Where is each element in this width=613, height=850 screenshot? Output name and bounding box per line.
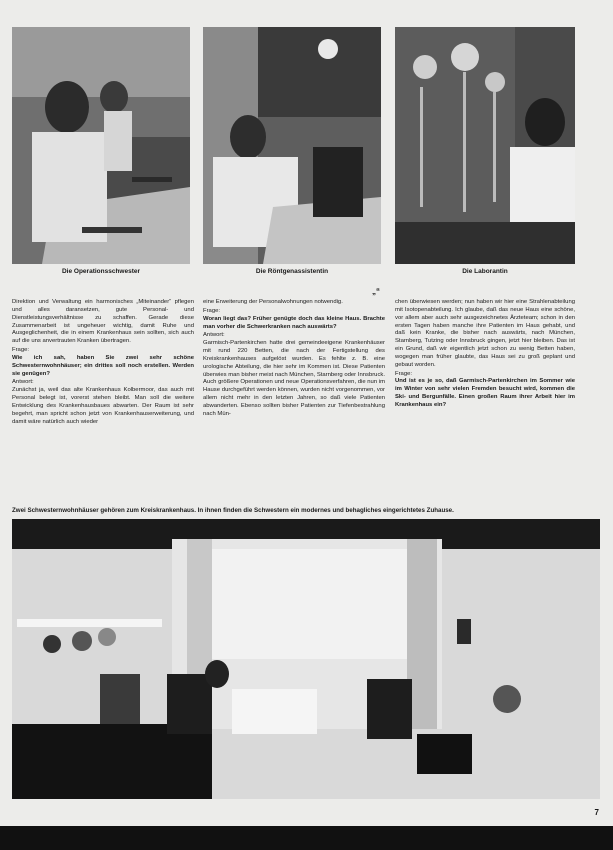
photo-nurses-room-image xyxy=(12,519,600,799)
middle-paragraph-1: eine Erweiterung der Personalwohnungen notwendig. xyxy=(203,299,343,305)
page-number: 7 xyxy=(594,808,599,817)
photo-operating-nurse xyxy=(12,27,190,264)
caption-operating-nurse: Die Operationsschwester xyxy=(61,268,141,275)
photo-nurses-room xyxy=(12,519,600,799)
left-label-answer: Antwort: xyxy=(12,379,34,386)
photo-xray-assistant-image xyxy=(203,27,381,264)
middle-question: Woran liegt das? Früher genügte doch das kleine Haus. Brachte man vorher die Schwerkranken nach auswärts? xyxy=(203,315,385,330)
left-answer: Zunächst ja, weil das alte Krankenhaus Kolbermoor, das auch mit Personal belegt ist, vorerst stehen bleibt. Man soll die weitere Entwicklung des Krankenhausbaues abwarten. Der Raum ist sehr begehrt, man spricht schon jetzt von Krankenhauserweiterung, und damit wäre natürlich auch wieder xyxy=(12,387,194,425)
caption-xray-assistant: Die Röntgenassistentin xyxy=(255,268,329,275)
photo-operating-nurse-image xyxy=(12,27,190,264)
bottom-bar xyxy=(0,826,613,850)
right-question: Und ist es je so, daß Garmisch-Partenkirchen im Sommer wie im Winter von sehr vielen Fremden besucht wird, kommen die Ski- und Bergunfälle. Einen großen Raum ihrer Arbeit hier im Krankenhaus ein? xyxy=(395,378,575,408)
caption-nurses-residence: Zwei Schwesternwohnhäuser gehören zum Kreiskrankenhaus. In ihnen finden die Schwestern ein modernes und behagliches eingerichtetes Zuhause. xyxy=(12,507,454,514)
photo-lab-technician-image xyxy=(395,27,575,264)
text-column-left xyxy=(12,299,194,495)
left-paragraph-1: Direktion und Verwaltung ein harmonisches „Miteinander“ pflegen und alles daransetzen, gute Personal- und Dienstleistungsverhältnisse zu schaffen. Gerade diese Zusammenarbeit ist ungeheuer wichtig, damit Ruhe und Ausgeglichenheit, die in einem Krankenhaus sein sollten, sich auch auf die uns anvertrauten Kranken übertragen. xyxy=(12,299,194,345)
text-column-right xyxy=(395,299,575,495)
left-label-question: Frage: xyxy=(12,347,30,354)
left-question: Wie ich sah, haben Sie zwei sehr schöne Schwesternwohnhäuser; ein drittes soll noch erstellen. Werden sie genügen? xyxy=(12,354,194,377)
photo-lab-technician xyxy=(395,27,575,264)
middle-label-question: Frage: xyxy=(203,307,221,314)
right-label-question: Frage: xyxy=(395,370,413,377)
middle-label-answer: Antwort: xyxy=(203,332,225,339)
caption-lab-technician: Die Laborantin xyxy=(462,268,508,275)
photo-xray-assistant xyxy=(203,27,381,264)
middle-answer: Garmisch-Partenkirchen hatte drei gemeindeeigene Krankenhäuser mit rund 220 Betten, die nach der Fertigstellung des Kreiskrankenhauses aufgelöst wurden. Es fehlte z. B. eine urologische Abteilung, die hier sehr im Kommen ist. Diese Patienten überwies man bisher meist nach München, Starnberg oder Innsbruck. Auch größere Operationen und neue Operationsverfahren, die nun im Hause durchgeführt werden können, wurden nicht vorgenommen, vor allem nicht mehr in den letzten Jahren, so daß viele Patienten abwanderten. Ebenso sollten bisher Patienten zur Tiefenbestrahlung nach Mün- xyxy=(203,340,385,417)
quote-mark: „“ xyxy=(372,287,380,296)
text-column-middle xyxy=(203,299,385,495)
right-paragraph-1: chen überwiesen werden; nun haben wir hier eine Strahlenabteilung mit Isotopenabteilung. Ich glaube, daß das neue Haus eine schöne, vor allem aber auch sehr ausgezeichnetes Ärzteteam; schon in den ersten Tagen haben manche ihre Patienten im Haus gehabt, und daß kein Kranke, die bisher nach auswärts, nach München, Starnberg, Tutzing oder Innsbruck gingen, jetzt hier bleiben. Das ist ein Grund, daß wir eigentlich jetzt schon zu wenig Betten haben, wogegen man früher glaubte, das Haus sei zu groß geplant und gebaut worden. xyxy=(395,299,575,368)
